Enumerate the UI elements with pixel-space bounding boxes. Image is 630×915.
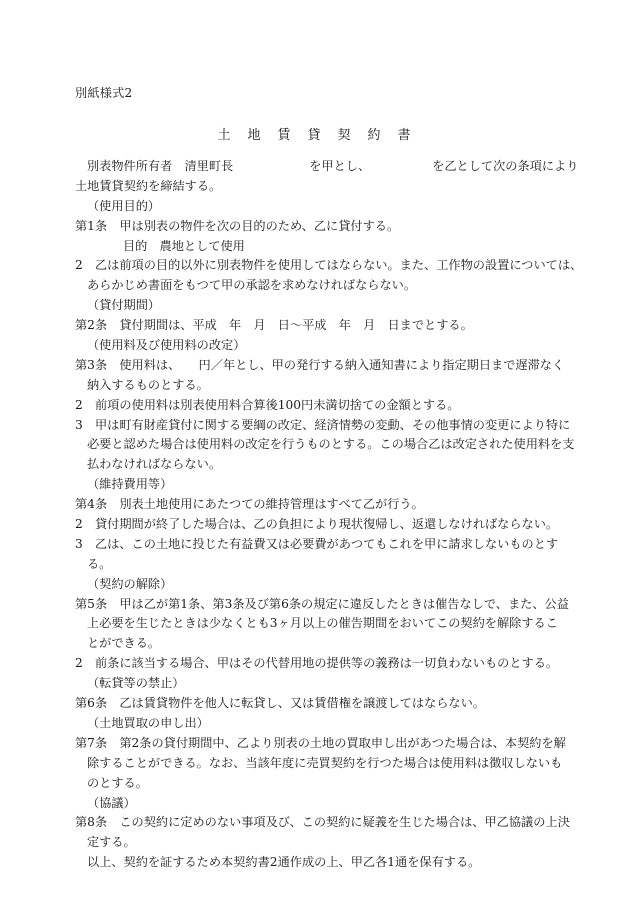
document-line: 納入するものとする。 [87,377,209,392]
document-line: 第4条 別表土地使用にあたつての維持管理はすべて乙が行う。 [75,497,424,512]
document-line: 3 甲は町有財産貸付に関する要綱の改定、経済情勢の変動、その他事情の変更により特に [75,417,571,432]
intro-line-2: 土地賃貸契約を締結する。 [75,178,222,193]
document-line: （転貸等の禁止） [87,676,185,691]
intro-owner: 別表物件所有者 清里町長 [87,159,234,173]
document-line: 以上、契約を証するため本契約書2通作成の上、甲乙各1通を保有する。 [87,855,481,870]
document-line: 2 前項の使用料は別表使用料合算後100円未満切捨ての金額とする。 [75,397,460,412]
document-line: 除することができる。なお、当該年度に売買契約を行つた場合は使用料は徴収しないも [87,755,563,770]
document-line: 3 乙は、この土地に投じた有益費又は必要費があつてもこれを甲に請求しないものとす [75,536,559,551]
document-line: （貸付期間） [87,298,161,313]
document-line: 第1条 甲は別表の物件を次の目的のため、乙に貸付する。 [75,218,400,233]
document-line: 必要と認めた場合は使用料の改定を行うものとする。この場合乙は改定された使用料を支 [87,437,575,452]
intro-party-b: を乙として次の条項により [432,159,579,173]
document-line: 第5条 甲は乙が第1条、第3条及び第6条の規定に違反したときは催告なしで、また、公益 [75,596,569,611]
document-line: 第3条 使用料は、 円／年とし、甲の発行する納入通知書により指定期日まで遅滞なく [75,357,565,372]
document-line: （維持費用等） [87,477,173,492]
document-line: 2 前条に該当する場合、甲はその代替用地の提供等の義務は一切負わないものとする。 [75,656,559,671]
document-line: 上必要を生じたときは少なくとも3ヶ月以上の催告期間をおいてこの契約を解除するこ [87,616,558,631]
document-line: （協議） [87,795,136,810]
document-line: 2 貸付期間が終了した場合は、乙の負担により現状復帰し、返還しなければならない。 [75,517,559,532]
document-line: 第7条 第2条の貸付期間中、乙より別表の土地の買取申し出があつた場合は、本契約を解 [75,735,566,750]
document-line: （土地買取の申し出） [87,715,209,730]
document-line: 目的 農地として使用 [123,238,245,253]
intro-line-1 [75,157,579,177]
document-line: 払わなければならない。 [87,457,222,472]
intro-party-a: を甲とし、 [309,159,371,173]
clause-list [75,197,583,873]
document-line: 定する。 [87,835,136,850]
document-line: （契約の解除） [87,576,173,591]
document-body [75,157,583,873]
form-label: 別紙様式2 [75,86,133,100]
document-line: とができる。 [87,636,161,651]
document-title: 土 地 賃 貸 契 約 書 [217,128,413,143]
document-line: のとする。 [87,775,148,790]
document-line: 2 乙は前項の目的以外に別表物件を使用してはならない。また、工作物の設置については、 [75,258,583,273]
document-line: 第2条 貸付期間は、平成 年 月 日～平成 年 月 日までとする。 [75,318,473,333]
document-line: る。 [87,556,112,571]
document-line: （使用目的） [87,198,161,213]
document-line: 第6条 乙は賃貸物件を他人に転貸し、又は賃借権を譲渡してはならない。 [75,696,485,711]
document-line: あらかじめ書面をもつて甲の承認を求めなければならない。 [87,278,417,293]
document-line: （使用料及び使用料の改定） [87,338,246,353]
document-line: 第8条 この契約に定めのない事項及び、この契約に疑義を生じた場合は、甲乙協議の上決 [75,815,570,830]
